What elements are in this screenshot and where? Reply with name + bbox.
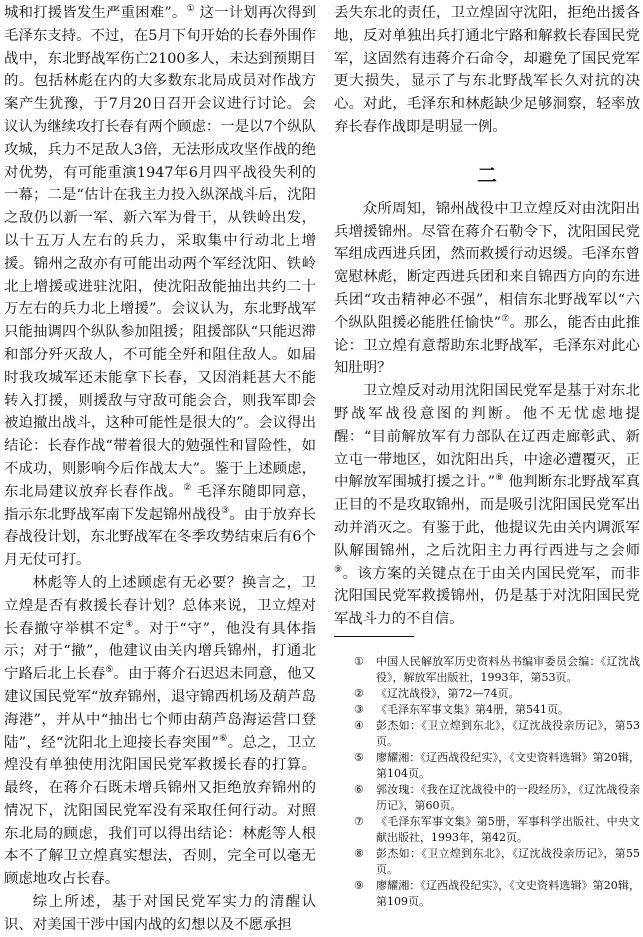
body-paragraph (334, 2, 640, 139)
footnote-separator (334, 636, 414, 637)
paragraph-text: 众所周知，锦州战役中卫立煌反对由沈阳出兵增援锦州。尽管在蒋介石勒令下，沈阳国民党军组成西进兵团，然而救援行动迟缓。毛泽东曾宽慰林彪，断定西进兵团和来自锦西方向的东进兵团“攻击精神必不强”，相信东北野战军以“六个纵队阻援必能胜任愉快” (334, 200, 640, 331)
footnote-item (354, 686, 640, 702)
footnote-text: 廖耀湘：《辽西战役纪实》，《文史资料选辑》第20辑，第109页。 (376, 879, 640, 908)
footnote-text: 《毛泽东军事文集》第5册，军事科学出版社、中央文献出版社，1993年，第42页。 (376, 815, 640, 844)
footnote-text: 廖耀湘：《辽西战役纪实》，《文史资料选辑》第20辑，第104页。 (376, 751, 640, 780)
paragraph-text: 他判断东北野战军真正目的不是攻取锦州，而是吸引沈阳国民党军出动并消灭之。有鉴于此，他提议先由关内调派军队解围锦州，之后沈阳主力再行西进与之会师 (334, 474, 640, 559)
paragraph-text: 。那么，能否由此推论：卫立煌有意帮助东北野战军，毛泽东对此心知肚明？ (334, 314, 640, 377)
footnote-mark: ③ (354, 703, 364, 716)
paragraph-text: 综上所述，基于对国民党军实力的清醒认识、对美国干涉中国内战的幻想以及不愿承担 (4, 894, 316, 933)
paragraph-text: 。由于蒋介石迟迟未同意，他又建议国民党军“放弃锦州，退守锦西机场及葫芦岛海港”，并从中“抽出七个师由葫芦岛海运营口登陆”，经“沈阳北上迎接长春突围” (4, 666, 316, 751)
paragraph-text: 。对于“守”，他没有具体指示；对于“撤”，他建议由关内增兵锦州，打通北宁路后北上长春 (4, 620, 316, 683)
footnote-item (354, 750, 640, 782)
footnote-item (354, 718, 640, 750)
section-heading: 二 (477, 162, 497, 187)
footnote-item (354, 654, 640, 686)
footnote-mark: ⑧ (354, 847, 364, 860)
footnote-item (354, 878, 640, 910)
footnote-ref[interactable]: ⑨ (334, 564, 343, 575)
paragraph-text: 这一计划再次得到毛泽东支持。不过，在5月下旬开始的长春外围作战中，东北野战军伤亡2100多人，未达到预期目的。包括林彪在内的大多数东北局成员对作战方案产生犹豫，于7月20日召开会议进行讨论。会议认为继续攻打长春有两个顾虑：一是以7个纵队攻城，兵力不足敌人3倍，无法形成攻坚作战的绝对优势，有可能重演1947年6月四平战役失利的一幕；二是“估计在我主力投入纵深战斗后，沈阳之敌仍以新一军、新六军为骨干，从铁岭出发，以十五万人左右的兵力，采取集中行动北上增援。锦州之敌亦有可能出动两个军经沈阳、铁岭北上增援或进驻沈阳，使沈阳敌能抽出共约二十万左右的兵力北上增援”。会议认为，东北野战军只能抽调四个纵队参加阻援；阻援部队“只能迟滞和部分歼灭敌人，不可能全歼和阻住敌人。如届时我攻城军还未能拿下长春，又因消耗甚大不能转入打援，则援敌与守敌可能会合，则我军即会被迫撤出战斗，这种可能性是很大的”。会议得出结论：长春作战“带着很大的勉强性和冒险性，如不成功，则影响今后作战太大”。鉴于上述顾虑，东北局建议放弃长春作战。 (4, 5, 316, 500)
footnote-mark: ② (354, 687, 364, 700)
footnote-item (354, 782, 640, 814)
footnote-mark: ⑤ (354, 751, 364, 764)
body-paragraph (334, 380, 640, 631)
footnote-ref[interactable]: ⑦ (501, 313, 510, 324)
paragraph-text: 丢失东北的责任，卫立煌固守沈阳，拒绝出援各地，反对单独出兵打通北宁路和解救长春国民党军，这固然有违蒋介石命令，却避免了国民党军更大损失，显示了与东北野战军长久对抗的决心。对此，毛泽东和林彪缺少足够洞察，轻率放弃长春作战即是明显一例。 (334, 5, 640, 135)
body-paragraph (4, 891, 316, 937)
footnote-ref[interactable]: ① (186, 4, 195, 15)
body-paragraph (4, 572, 316, 891)
footnote-ref[interactable]: ⑧ (495, 473, 504, 484)
footnote-ref[interactable]: ③ (221, 505, 230, 516)
footnote-text: 郭汝瑰：《我在辽沈战役中的一段经历》，《辽沈战役亲历记》，第60页。 (376, 783, 640, 812)
paragraph-text: 。总之，卫立煌没有单独使用沈阳国民党军救援长春的打算。最终，在蒋介石既未增兵锦州又拒绝放弃锦州的情况下，沈阳国民党军没有采取任何行动。对照东北局的顾虑，我们可以得出结论：林彪等人根本不了解卫立煌真实想法，否则，完全可以毫无顾虑地攻占长春。 (4, 734, 316, 888)
footnote-mark: ⑦ (354, 815, 364, 828)
footnote-mark: ④ (354, 719, 364, 732)
paragraph-text: 毛泽东随即同意，指示东北野战军南下发起锦州战役 (4, 483, 316, 523)
footnote-mark: ⑥ (354, 783, 364, 796)
footnote-ref[interactable]: ④ (125, 619, 134, 630)
footnote-item (354, 814, 640, 846)
right-column (334, 2, 640, 631)
footnote-mark: ⑨ (354, 879, 364, 892)
footnote-item (354, 702, 640, 718)
body-paragraph (334, 198, 640, 380)
footnote-text: 彭杰如：《卫立煌到东北》，《辽沈战役亲历记》，第53页。 (376, 719, 640, 748)
paragraph-text: 卫立煌反对动用沈阳国民党军是基于对东北野战军战役意图的判断。他不无忧虑地提醒：“目前解放军有力部队在辽西走廊彰武、新立屯一带地区，如沈阳出兵，中途必遭覆灭，正中解放军围城打援之计。” (334, 383, 640, 491)
footnote-item (354, 846, 640, 878)
paragraph-text: 。该方案的关键点在于由关内国民党军，而非沈阳国民党军救援锦州，仍是基于对沈阳国民党军战斗力的不自信。 (334, 565, 640, 628)
footnote-ref[interactable]: ⑤ (105, 665, 114, 676)
paragraph-text: 林彪等人的上述顾虑有无必要？换言之，卫立煌是否有救援长春计划？总体来说，卫立煌对长春撤守举棋不定 (4, 574, 316, 637)
footnote-ref[interactable]: ② (183, 482, 192, 493)
footnote-ref[interactable]: ⑥ (218, 733, 228, 744)
footnote-text: 《辽沈战役》，第72—74页。 (376, 687, 520, 700)
left-column (4, 2, 316, 937)
footnote-text: 《毛泽东军事文集》第4册，第541页。 (376, 703, 569, 716)
footnote-list (354, 654, 640, 910)
paragraph-text: 城和打援皆发生严重困难”。 (4, 5, 187, 21)
footnote-mark: ① (354, 655, 364, 668)
paragraph-text: 。由于放弃长春战役计划，东北野战军在冬季攻势结束后有6个月无仗可打。 (4, 506, 316, 569)
footnote-text: 中国人民解放军历史资料丛书编审委员会编：《辽沈战役》，解放军出版社，1993年，第53页。 (376, 655, 640, 684)
body-paragraph (4, 2, 316, 572)
footnote-text: 彭杰如：《卫立煌到东北》，《辽沈战役亲历记》，第55页。 (376, 847, 640, 876)
